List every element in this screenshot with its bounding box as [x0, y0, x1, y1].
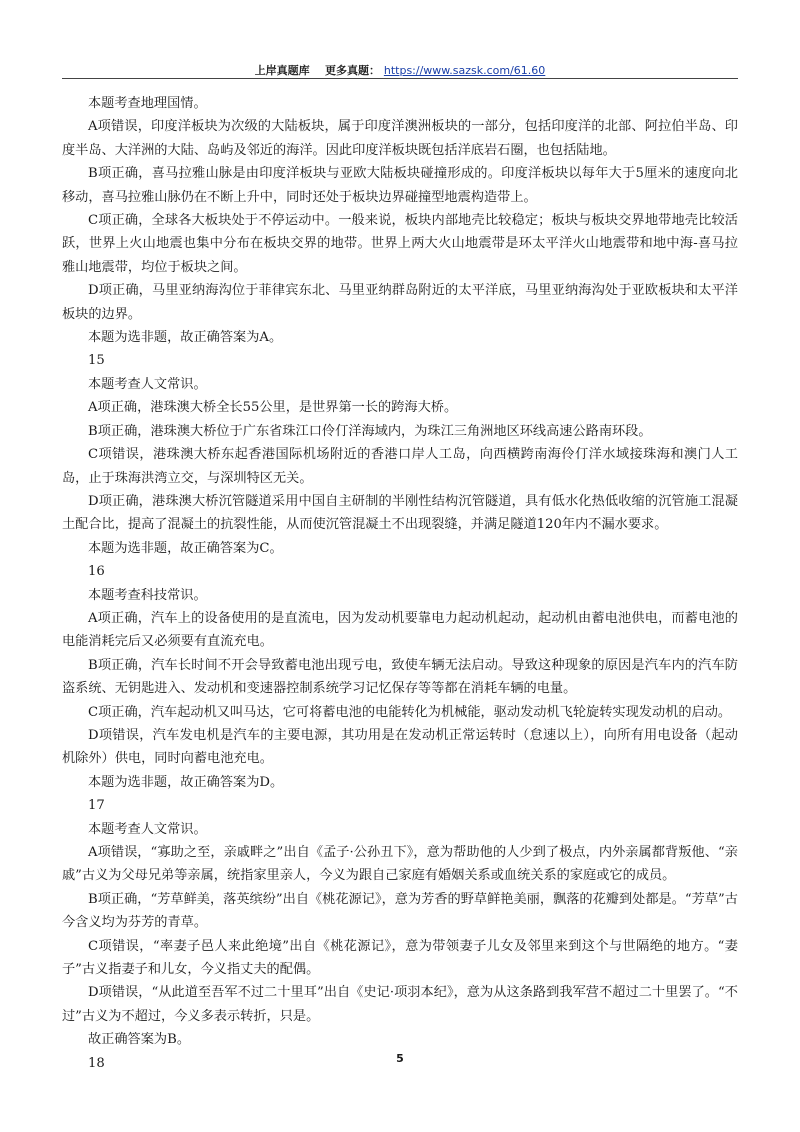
- paragraph: C项错误，港珠澳大桥东起香港国际机场附近的香港口岸人工岛，向西横跨南海伶仃洋水域接珠海和澳门人工岛，止于珠海洪湾立交，与深圳特区无关。: [62, 447, 738, 486]
- paragraph: 本题为选非题，故正确答案为C。: [88, 540, 283, 556]
- header-divider: [62, 78, 738, 79]
- page-header: [0, 62, 800, 78]
- page-number: 5: [396, 1052, 404, 1065]
- paragraph: A项正确，汽车上的设备使用的是直流电，因为发动机要靠电力起动机起动，起动机由蓄电池供电，而蓄电池的电能消耗完后又必须要有直流充电。: [62, 610, 738, 650]
- paragraph: 本题考查科技常识。: [88, 587, 207, 603]
- paragraph: B项正确，港珠澳大桥位于广东省珠江口伶仃洋海域内，为珠江三角洲地区环线高速公路南环段。: [88, 423, 652, 439]
- question-number: 16: [88, 564, 105, 580]
- paragraph: A项正确，港珠澳大桥全长55公里，是世界第一长的跨海大桥。: [88, 400, 458, 416]
- paragraph: 故正确答案为B。: [88, 1032, 191, 1048]
- question-number: 15: [88, 353, 105, 369]
- document-body: [62, 92, 738, 1075]
- paragraph: B项正确，喜马拉雅山脉是由印度洋板块与亚欧大陆板块碰撞形成的。印度洋板块以每年大于5厘米的速度向北移动，喜马拉雅山脉仍在不断上升中，同时还处于板块边界碰撞型地震构造带上。: [62, 166, 738, 205]
- paragraph: D项错误，汽车发电机是汽车的主要电源，其功用是在发动机正常运转时（怠速以上），向所有用电设备（起动机除外）供电，同时向蓄电池充电。: [62, 727, 738, 767]
- paragraph: 本题考查人文常识。: [88, 376, 207, 392]
- paragraph: C项错误，“率妻子邑人来此绝境”出自《桃花源记》，意为带领妻子儿女及邻里来到这个与世隔绝的地方。“妻子”古义指妻子和儿女，今义指丈夫的配偶。: [62, 938, 738, 978]
- paragraph: B项正确，“芳草鲜美，落英缤纷”出自《桃花源记》，意为芳香的野草鲜艳美丽，飘落的花瓣到处都是。“芳草”古今含义均为芬芳的青草。: [62, 891, 738, 931]
- paragraph: C项正确，汽车起动机又叫马达，它可将蓄电池的电能转化为机械能，驱动发动机飞轮旋转实现发动机的启动。: [88, 704, 732, 720]
- paragraph: A项错误，印度洋板块为次级的大陆板块，属于印度洋澳洲板块的一部分，包括印度洋的北部、阿拉伯半岛、印度半岛、大洋洲的大陆、岛屿及邻近的海洋。因此印度洋板块既包括洋底岩石圈，也包括陆地。: [62, 119, 738, 158]
- paragraph: 本题为选非题，故正确答案为D。: [88, 774, 284, 790]
- paragraph: D项正确，马里亚纳海沟位于菲律宾东北、马里亚纳群岛附近的太平洋底，马里亚纳海沟处于亚欧板块和太平洋板块的边界。: [62, 283, 738, 322]
- question-number: 17: [88, 798, 105, 814]
- paragraph: D项正确，港珠澳大桥沉管隧道采用中国自主研制的半刚性结构沉管隧道，具有低水化热低收缩的沉管施工混凝土配合比，提高了混凝土的抗裂性能，从而使沉管混凝土不出现裂缝，并满足隧道120年内不漏水要求。: [62, 493, 738, 533]
- paragraph: D项错误，“从此道至吾军不过二十里耳”出自《史记·项羽本纪》，意为从这条路到我军营不超过二十里罢了。“不过”古义为不超过，今义多表示转折，只是。: [62, 985, 738, 1024]
- paragraph: A项错误，“寡助之至，亲戚畔之”出自《孟子·公孙丑下》，意为帮助他的人少到了极点，内外亲属都背叛他、“亲戚”古义为父母兄弟等亲属，统指家里亲人，今义为跟自己家庭有婚姻关系或血统关系的家庭或它的成员。: [62, 845, 738, 884]
- paragraph: B项正确，汽车长时间不开会导致蓄电池出现亏电，致使车辆无法启动。导致这种现象的原因是汽车内的汽车防盗系统、无钥匙进入、发动机和变速器控制系统学习记忆保存等等都在消耗车辆的电量。: [62, 657, 738, 697]
- header-label: 更多真题：: [325, 64, 381, 77]
- question-number: 18: [88, 1055, 105, 1071]
- paragraph: 本题为选非题，故正确答案为A。: [88, 330, 283, 346]
- paragraph: 本题考查地理国情。: [88, 96, 207, 111]
- header-url-link[interactable]: https://www.sazsk.com/61.60: [383, 64, 546, 77]
- paragraph: C项正确，全球各大板块处于不停运动中。一般来说，板块内部地壳比较稳定；板块与板块交界地带地壳比较活跃，世界上火山地震也集中分布在板块交界的地带。世界上两大火山地震带是环太平洋火山地震带和地中海-喜马拉雅山地震带，均位于板块之间。: [62, 213, 738, 275]
- paragraph: 本题考查人文常识。: [88, 821, 207, 837]
- header-brand: 上岸真题库: [254, 64, 310, 77]
